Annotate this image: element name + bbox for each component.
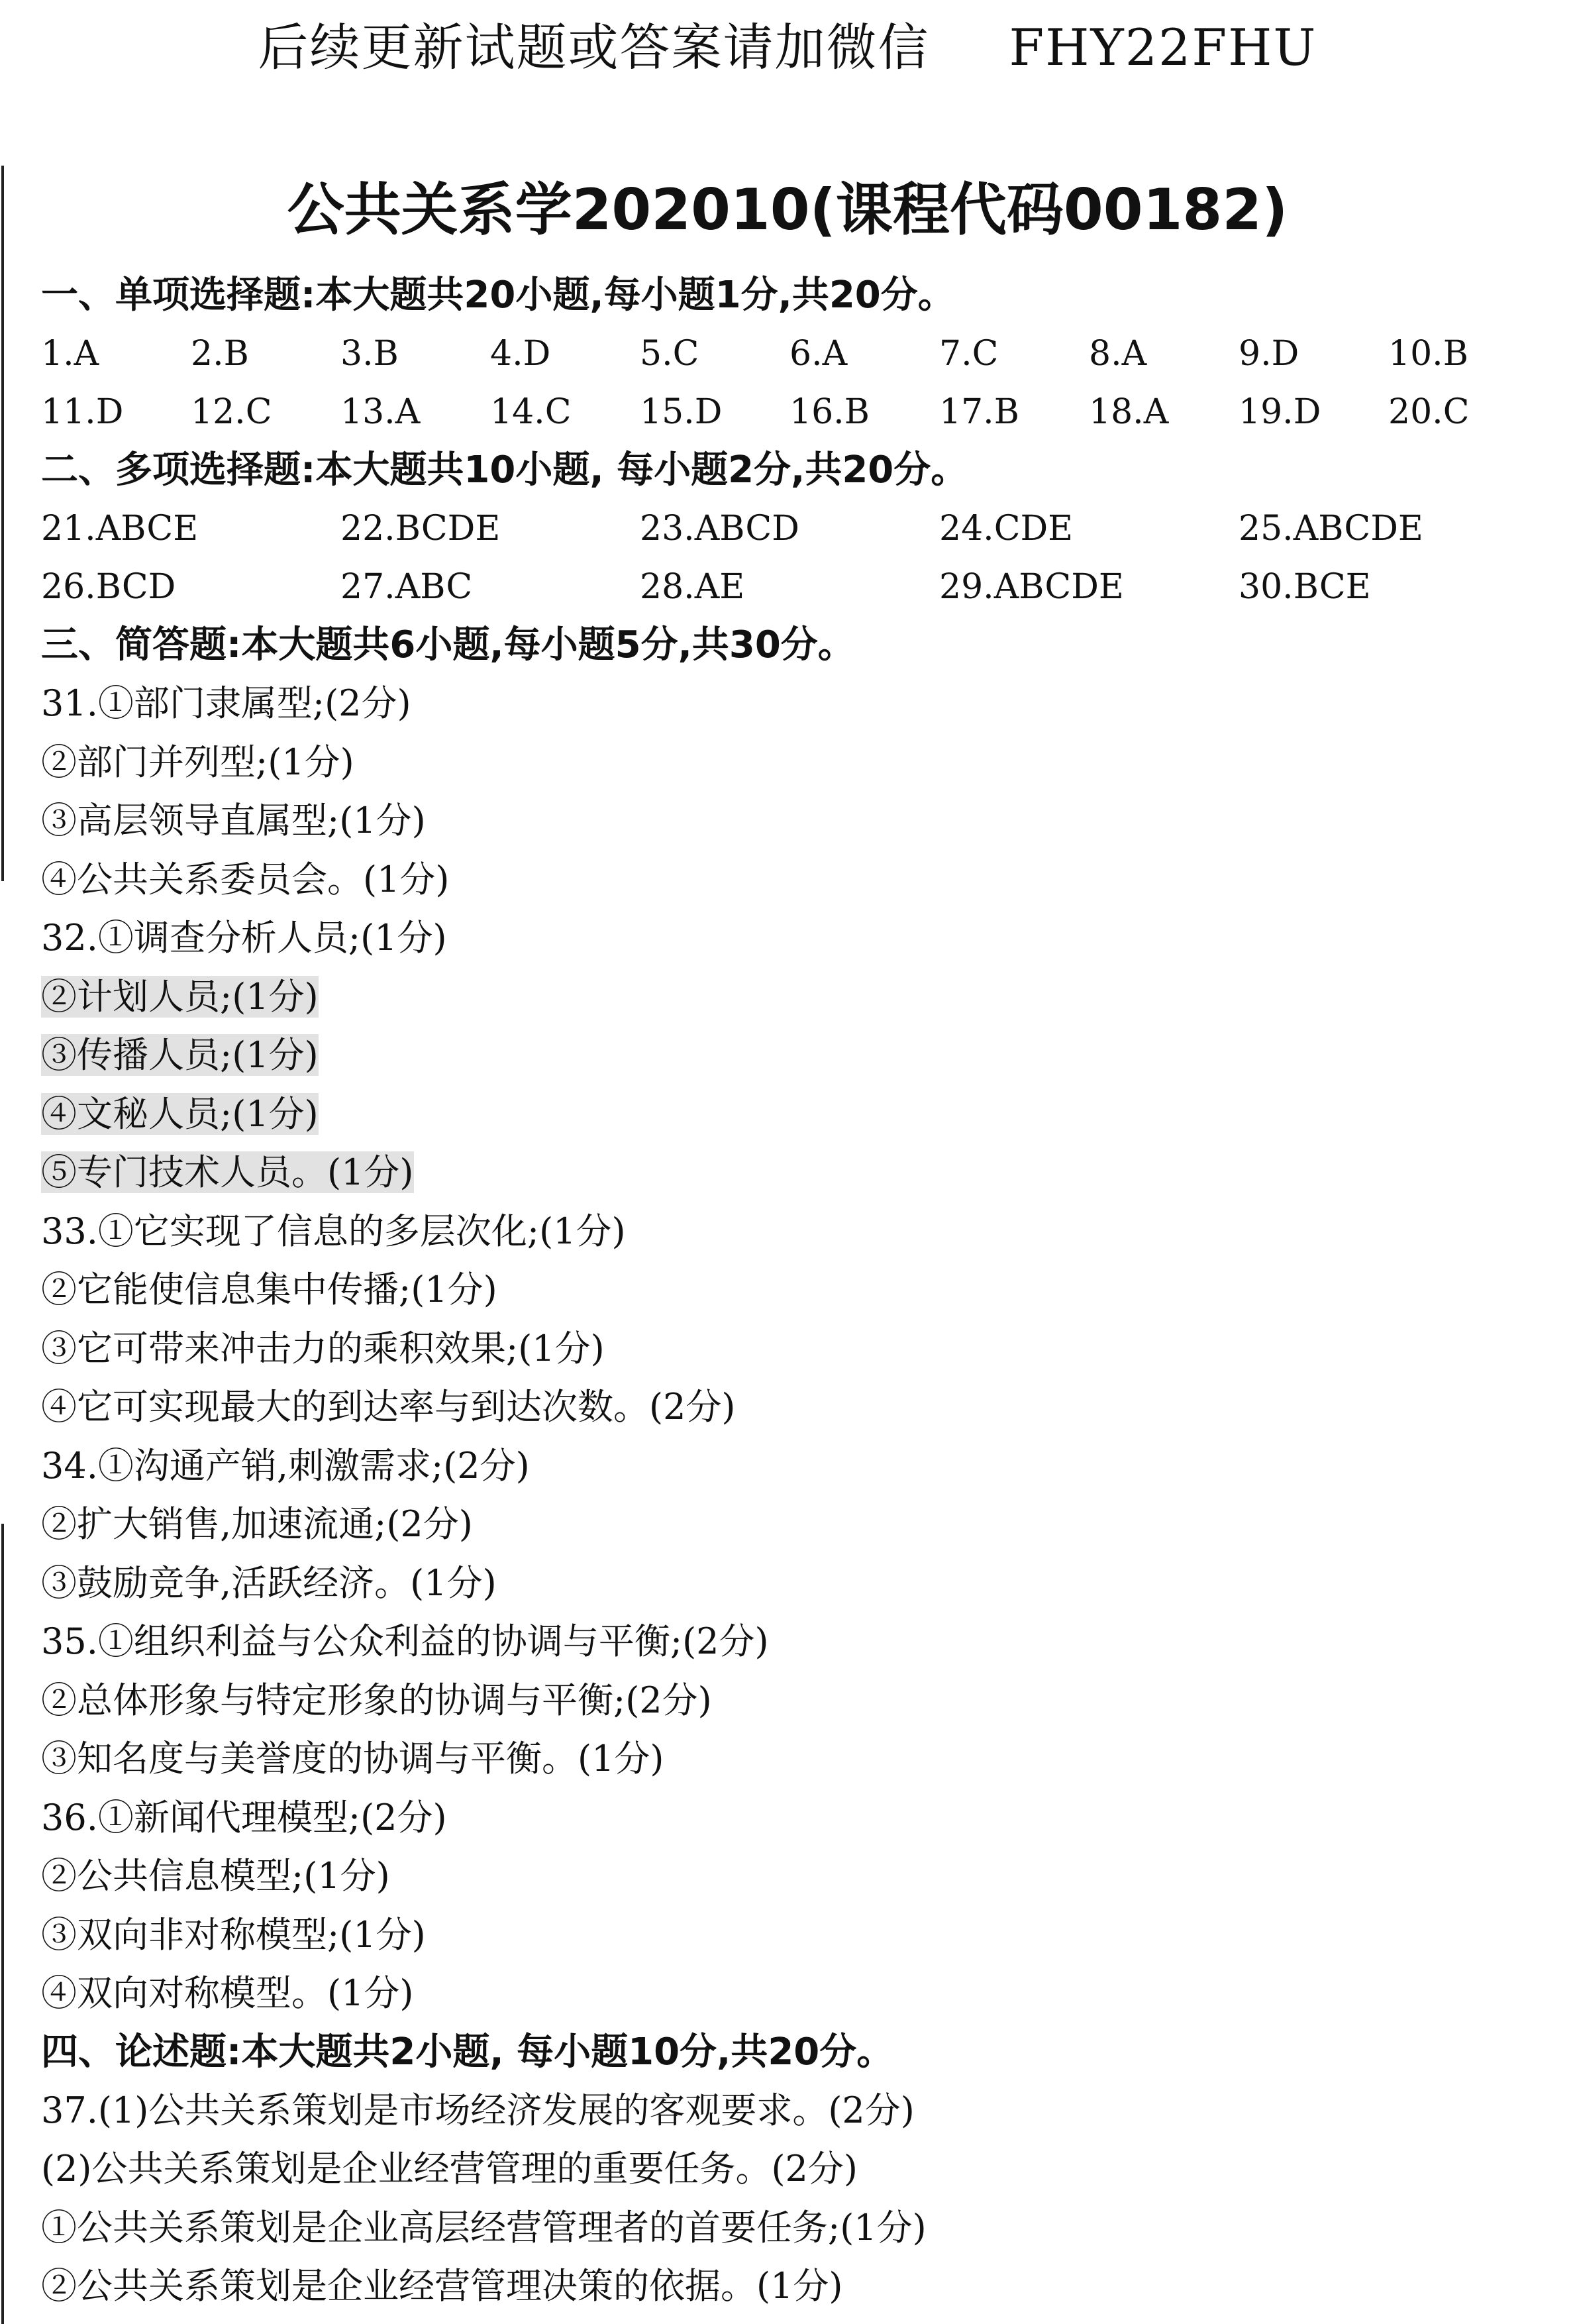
answer-content: [41, 266, 1551, 2316]
answer-line: ②扩大销售,加速流通;(2分): [41, 1503, 473, 1545]
answer-cell: 23.ABCD: [640, 509, 799, 549]
answer-cell: 26.BCD: [41, 567, 176, 607]
section-2-heading: 二、多项选择题:本大题共10小题, 每小题2分,共20分。: [41, 449, 968, 492]
answer-cell: 2.B: [191, 334, 249, 374]
answer-cell: 12.C: [191, 392, 272, 432]
answer-cell: 1.A: [41, 334, 99, 374]
answer-line: [41, 1085, 1551, 1144]
section-4-heading: 四、论述题:本大题共2小题, 每小题10分,共20分。: [41, 2030, 894, 2074]
answer-text: ⑤专门技术人员。(1分): [41, 1151, 414, 1193]
answer-cell: 18.A: [1089, 392, 1169, 432]
answer-line: (2)公共关系策划是企业经营管理的重要任务。(2分): [41, 2148, 858, 2190]
answer-cell: 3.B: [340, 334, 399, 374]
section-3-heading: 三、简答题:本大题共6小题,每小题5分,共30分。: [41, 623, 855, 666]
answer-line: ④它可实现最大的到达率与到达次数。(2分): [41, 1386, 736, 1428]
scan-margin-line: [1, 166, 4, 881]
answer-row: [41, 500, 1551, 558]
answer-cell: 4.D: [490, 334, 551, 374]
answer-line: ③高层领导直属型;(1分): [41, 800, 426, 841]
answer-line: ②公共关系策划是企业经营管理决策的依据。(1分): [41, 2265, 843, 2307]
answer-line: ②总体形象与特定形象的协调与平衡;(2分): [41, 1679, 712, 1721]
answer-line: ③鼓励竞争,活跃经济。(1分): [41, 1561, 497, 1604]
answer-line: 32.①调查分析人员;(1分): [41, 917, 447, 959]
page-title: 公共关系学202010(课程代码00182): [287, 177, 1288, 243]
answer-line: ①公共关系策划是企业高层经营管理者的首要任务;(1分): [41, 2206, 927, 2248]
answer-cell: 17.B: [939, 392, 1019, 432]
answer-cell: 13.A: [340, 392, 421, 432]
answer-cell: 6.A: [789, 334, 848, 374]
answer-line: ③知名度与美誉度的协调与平衡。(1分): [41, 1738, 664, 1779]
answer-cell: 20.C: [1388, 392, 1470, 432]
contact-banner: [0, 15, 1575, 81]
answer-row: [41, 558, 1551, 616]
answer-cell: 8.A: [1089, 334, 1147, 374]
answer-text: ④文秘人员;(1分): [41, 1092, 319, 1135]
answer-cell: 27.ABC: [340, 567, 473, 607]
answer-cell: 15.D: [640, 392, 723, 432]
answer-line: 33.①它实现了信息的多层次化;(1分): [41, 1210, 626, 1252]
answer-cell: 5.C: [640, 334, 699, 374]
answer-line: 35.①组织利益与公众利益的协调与平衡;(2分): [41, 1620, 769, 1662]
answer-cell: 16.B: [789, 392, 870, 432]
answer-cell: 24.CDE: [939, 509, 1074, 549]
answer-line: ②它能使信息集中传播;(1分): [41, 1269, 497, 1310]
answer-line: ③它可带来冲击力的乘积效果;(1分): [41, 1327, 605, 1369]
section-1-heading: 一、单项选择题:本大题共20小题,每小题1分,共20分。: [41, 274, 955, 317]
answer-cell: 19.D: [1239, 392, 1321, 432]
answer-row: [41, 383, 1551, 441]
answer-cell: 25.ABCDE: [1239, 509, 1423, 549]
answer-line: ②部门并列型;(1分): [41, 741, 354, 783]
banner-code: FHY22FHU: [1009, 18, 1317, 77]
scan-margin-line: [1, 1524, 4, 2324]
answer-line: [41, 1026, 1551, 1085]
answer-line: 34.①沟通产销,刺激需求;(2分): [41, 1444, 530, 1487]
answer-cell: 9.D: [1239, 334, 1299, 374]
answer-text: ②计划人员;(1分): [41, 975, 319, 1018]
answer-cell: 11.D: [41, 392, 124, 432]
answer-line: 37.(1)公共关系策划是市场经济发展的客观要求。(2分): [41, 2089, 915, 2131]
answer-line: 31.①部门隶属型;(2分): [41, 682, 411, 724]
banner-text: 后续更新试题或答案请加微信: [258, 18, 930, 77]
answer-cell: 7.C: [939, 334, 999, 374]
answer-cell: 21.ABCE: [41, 509, 199, 549]
answer-line: [41, 968, 1551, 1027]
answer-cell: 14.C: [490, 392, 572, 432]
answer-cell: 30.BCE: [1239, 567, 1371, 607]
answer-line: ④双向对称模型。(1分): [41, 1972, 414, 2014]
answer-line: ②公共信息模型;(1分): [41, 1855, 390, 1897]
answer-line: ③双向非对称模型;(1分): [41, 1913, 426, 1956]
answer-text: ③传播人员;(1分): [41, 1034, 319, 1076]
answer-line: ④公共关系委员会。(1分): [41, 858, 450, 900]
answer-cell: 28.AE: [640, 567, 745, 607]
answer-cell: 10.B: [1388, 334, 1468, 374]
answer-cell: 29.ABCDE: [939, 567, 1124, 607]
answer-cell: 22.BCDE: [340, 509, 501, 549]
answer-line: 36.①新闻代理模型;(2分): [41, 1796, 447, 1838]
answer-row: [41, 325, 1551, 383]
answer-line: [41, 1143, 1551, 1202]
